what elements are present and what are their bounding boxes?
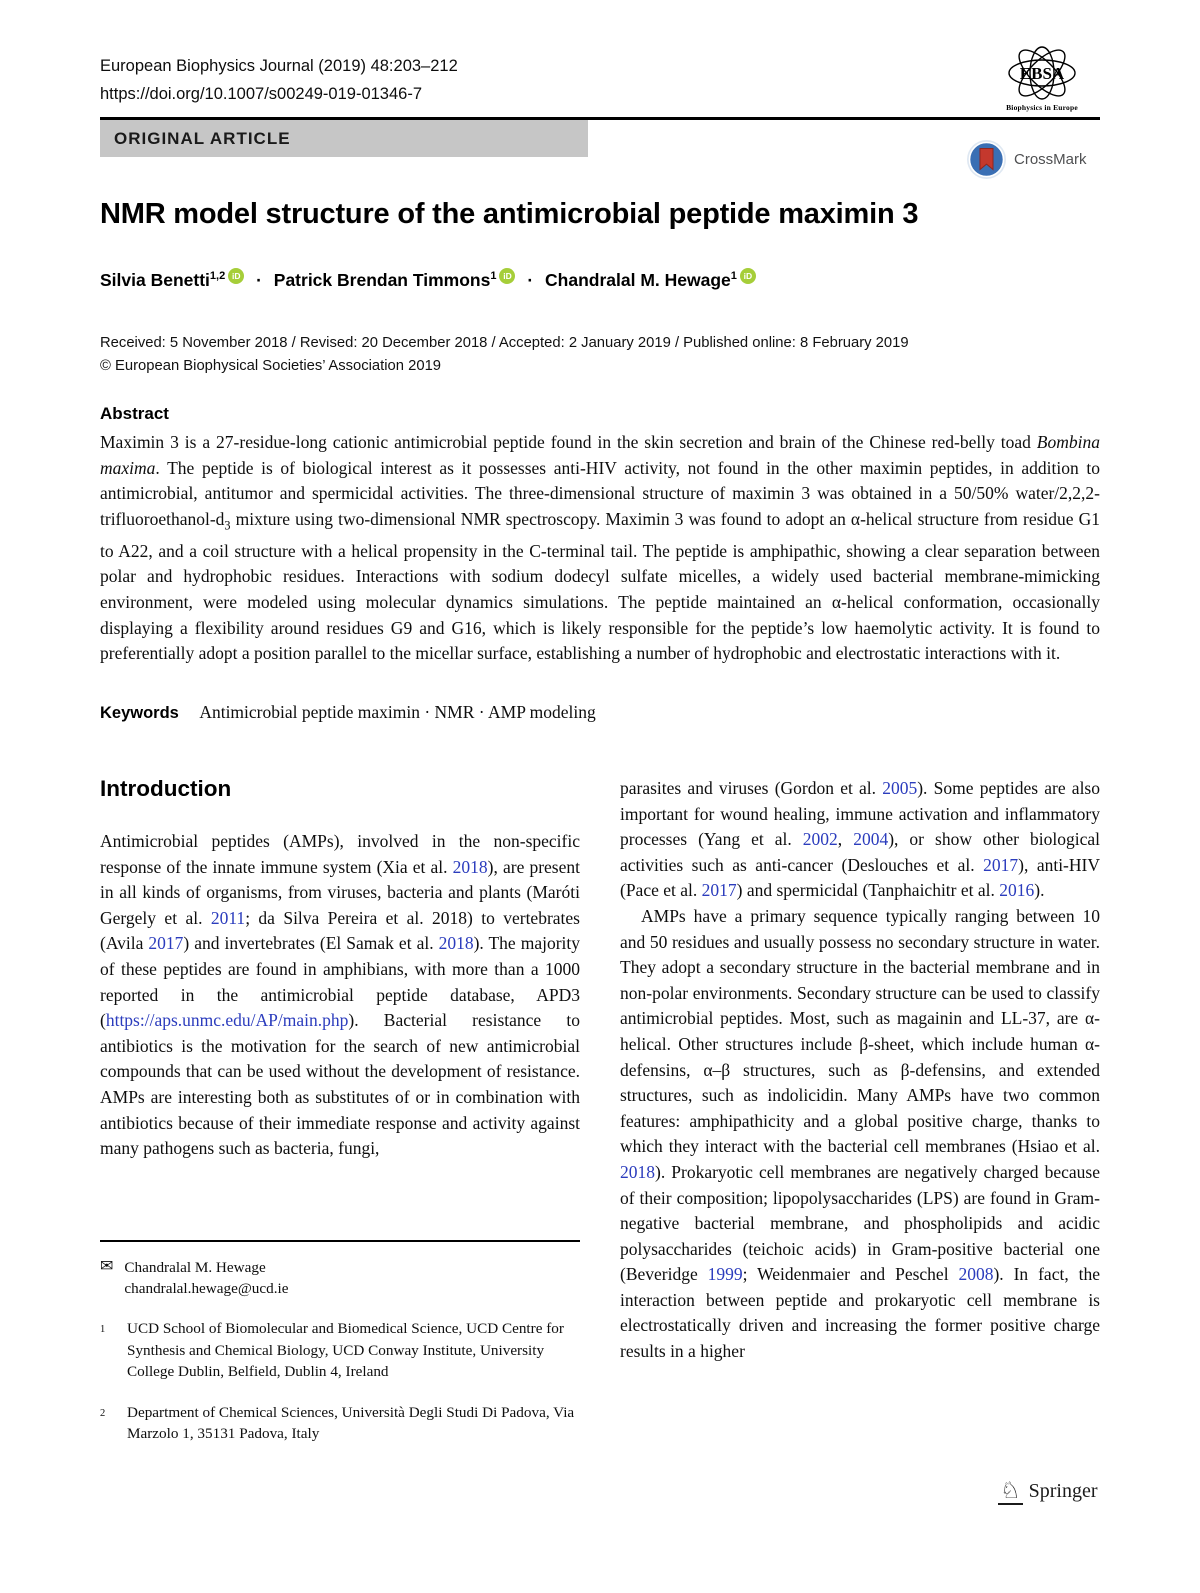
text-segment: . The peptide is of biological interest as it possesses anti-HIV activity, not found in the other maximin peptides, in addition to antimicrobial, antitumor and spermicidal activities. The three-dimensional structure of maximin 3 was obtained in a 50/50% water/2,2,2-trifluoroethanol-d: [100, 457, 1100, 529]
text-segment: ) and spermicidal (Tanphaichitr et al.: [736, 880, 1000, 901]
citation-link[interactable]: 2005: [882, 778, 918, 798]
text-segment: ). Some peptides are also important for wound healing, immune activation and inflammatory processes (Yang et al.: [620, 778, 1100, 850]
orcid-icon[interactable]: [499, 268, 515, 284]
left-column: [100, 776, 580, 1162]
citation-link[interactable]: 2017: [148, 933, 184, 954]
citation-link[interactable]: 2002: [802, 829, 838, 850]
citation-link[interactable]: 2017: [983, 854, 1019, 875]
introduction-paragraph-right-1: [620, 776, 1100, 904]
text-segment: ,: [837, 829, 854, 850]
text-segment: ). In fact, the interaction between peptide and prokaryotic cell membrane is electrostatically driven and increasing the former positive charge results in a higher: [620, 1264, 1101, 1362]
text-segment: Maximin 3 is a 27-residue-long cationic antimicrobial peptide found in the skin secretion and brain of the Chinese red-belly toad: [100, 432, 1037, 452]
orcid-icon[interactable]: [228, 268, 244, 284]
history-line: Received: 5 November 2018 / Revised: 20 December 2018 / Accepted: 2 January 2019 / Published online: 8 February 2019: [100, 335, 909, 351]
citation-link[interactable]: https://aps.unmc.edu/AP/main.php: [105, 1010, 349, 1031]
ebsa-wordmark: EBSA: [1019, 64, 1065, 83]
text-segment: AMPs have a primary sequence typically ranging between 10 and 50 residues and usually possess no secondary structure in water. They adopt a secondary structure in the bacterial membrane and in non-polar environments. Secondary structure can be used to classify antimicrobial peptides. Most, such as magainin and LL-37, are α-helical. Other structures include β-sheet, which include human α-defensins, α–β structures, such as β-defensins, and extended structures, such as indolicidin. Many AMPs have two common features: amphipathicity and a global positive charge, thanks to which they interact with the bacterial cell membranes (Hsiao et al.: [620, 905, 1100, 1157]
ebsa-logo: [1000, 44, 1084, 112]
citation-link[interactable]: 2018: [620, 1161, 655, 1182]
crossmark-label: CrossMark: [1014, 151, 1087, 168]
author-separator: ·: [527, 269, 534, 290]
footnote-rule: [100, 1240, 580, 1242]
keywords-text: Antimicrobial peptide maximin · NMR · AMP modeling: [199, 702, 596, 722]
citation-link[interactable]: 2011: [210, 907, 246, 928]
footnote-block: [100, 1240, 580, 1445]
abstract-text: [100, 430, 1100, 667]
affiliation-text: UCD School of Biomolecular and Biomedical Science, UCD Centre for Synthesis and Chemical Biology, UCD Conway Institute, University College Dublin, Belfield, Dublin 4, Ireland: [127, 1320, 564, 1380]
author-affiliation-sup: 1,2: [209, 270, 226, 282]
text-segment: ). Bacterial resistance to antibiotics is the motivation for the search of new antimicrobial compounds that can be used without the development of resistance. AMPs are interesting both as substitutes of or in combination with antibiotics because of their immediate response and activity against many pathogens such as bacteria, fungi,: [100, 1010, 580, 1159]
text-segment: Bombina maxima: [100, 432, 1100, 478]
keywords-label: Keywords: [100, 704, 179, 722]
copyright-line: © European Biophysical Societies’ Association 2019: [100, 357, 442, 374]
text-segment: 3: [224, 518, 231, 533]
text-segment: ; da Silva Pereira et al. 2018) to vertebrates (Avila: [100, 907, 580, 954]
orcid-id-text: iD: [231, 271, 241, 281]
citation-link[interactable]: 2018: [452, 856, 488, 877]
article-type-banner: [100, 120, 588, 157]
affiliation-text: Department of Chemical Sciences, Università Degli Studi Di Padova, Via Marzolo 1, 35131 Padova, Italy: [127, 1403, 575, 1442]
text-segment: ).: [1034, 880, 1045, 901]
author-separator: ·: [256, 269, 262, 290]
affiliation-number: 2: [100, 1407, 106, 1419]
author-name: Chandralal M. Hewage$^1$: [545, 269, 737, 290]
citation-link[interactable]: 2018: [438, 933, 474, 954]
citation-link[interactable]: 1999: [707, 1264, 743, 1285]
text-segment: ), anti-HIV (Pace et al.: [620, 854, 1100, 901]
citation-link[interactable]: 2017: [701, 880, 737, 901]
introduction-paragraph-right-2: [620, 904, 1100, 1365]
introduction-paragraph-left: [100, 829, 580, 1162]
right-column: [620, 776, 1100, 1365]
ebsa-rosette-icon: [1000, 44, 1084, 102]
crossmark-badge[interactable]: [966, 139, 1087, 180]
doi-link[interactable]: https://doi.org/10.1007/s00249-019-01346-7: [100, 85, 422, 103]
author-name: Silvia Benetti$^{1,2}$: [100, 269, 226, 290]
correspondence: [100, 1257, 580, 1299]
affiliation-item: [100, 1402, 580, 1445]
affiliation-number: 1: [100, 1324, 106, 1335]
text-segment: parasites and viruses (Gordon et al.: [620, 778, 883, 798]
ebsa-tagline: Biophysics in Europe: [1006, 103, 1078, 112]
springer-horse-icon: ♘: [1000, 1477, 1021, 1503]
author-affiliation-sup: 1: [490, 270, 497, 282]
abstract-heading: Abstract: [100, 404, 169, 423]
text-segment: ), or show other biological activities such as anti-cancer (Deslouches et al.: [620, 829, 1100, 875]
springer-logo: [998, 1478, 1098, 1505]
article-title: NMR model structure of the antimicrobial peptide maximin 3: [100, 198, 919, 230]
orcid-id-text: iD: [503, 271, 512, 281]
crossmark-icon: [966, 139, 1007, 180]
introduction-heading: Introduction: [100, 776, 232, 801]
author-list: [100, 268, 756, 291]
envelope-icon: ✉: [100, 1258, 114, 1275]
affiliation-item: [100, 1318, 580, 1383]
text-segment: ). The majority of these peptides are found in amphibians, with more than a 1000 reported in the antimicrobial peptide database, APD3 (: [100, 933, 580, 1031]
orcid-icon[interactable]: [740, 268, 756, 284]
author-name: Patrick Brendan Timmons$^1$: [273, 269, 497, 290]
springer-wordmark: Springer: [1028, 1480, 1098, 1502]
author-affiliation-sup: 1: [730, 270, 737, 282]
corresponding-author-name: Chandralal M. Hewage: [124, 1259, 266, 1276]
text-segment: Antimicrobial peptides (AMPs), involved in the non-specific response of the innate immune system (Xia et al.: [100, 831, 580, 877]
text-segment: mixture using two-dimensional NMR spectroscopy. Maximin 3 was found to adopt an α-helical structure from residue G1 to A22, and a coil structure with a helical propensity in the C-terminal tail. The peptide is amphipathic, showing a clear separation between polar and hydrophobic residues. Interactions with sodium dodecyl sulfate micelles, a widely used bacterial membrane-mimicking environment, were modeled using molecular dynamics simulations. The peptide maintained an α-helical conformation, occasionally displaying a flexibility around residues G9 and G16, which is likely responsible for the peptide’s low haemolytic activity. It is found to preferentially adopt a position parallel to the micellar surface, establishing a number of hydrophobic and electrostatic interactions with it.: [100, 508, 1100, 664]
text-segment: ). Prokaryotic cell membranes are negatively charged because of their composition; lipopolysaccharides (LPS) are found in Gram-negative bacterial membrane, and phospholipids and acidic polysaccharides (teichoic acids) in Gram-positive bacterial one (Beveridge: [620, 1161, 1100, 1285]
article-type-label: ORIGINAL ARTICLE: [114, 129, 291, 148]
citation-link[interactable]: 2004: [853, 829, 889, 850]
keywords-line: [100, 702, 596, 723]
orcid-id-text: iD: [743, 271, 753, 281]
article-history: [100, 332, 909, 377]
citation-link[interactable]: 2008: [958, 1264, 994, 1285]
correspondence-email-link[interactable]: chandralal.hewage@ucd.ie: [124, 1280, 289, 1297]
citation-link[interactable]: 2016: [999, 880, 1035, 901]
text-segment: ), are present in all kinds of organisms, from viruses, bacteria and plants (Maróti Gergely et al.: [100, 856, 580, 928]
text-segment: ; Weidenmaier and Peschel: [742, 1264, 959, 1285]
text-segment: ) and invertebrates (El Samak et al.: [183, 933, 439, 954]
journal-citation: European Biophysics Journal (2019) 48:203–212: [100, 57, 458, 75]
journal-meta: [100, 52, 458, 108]
